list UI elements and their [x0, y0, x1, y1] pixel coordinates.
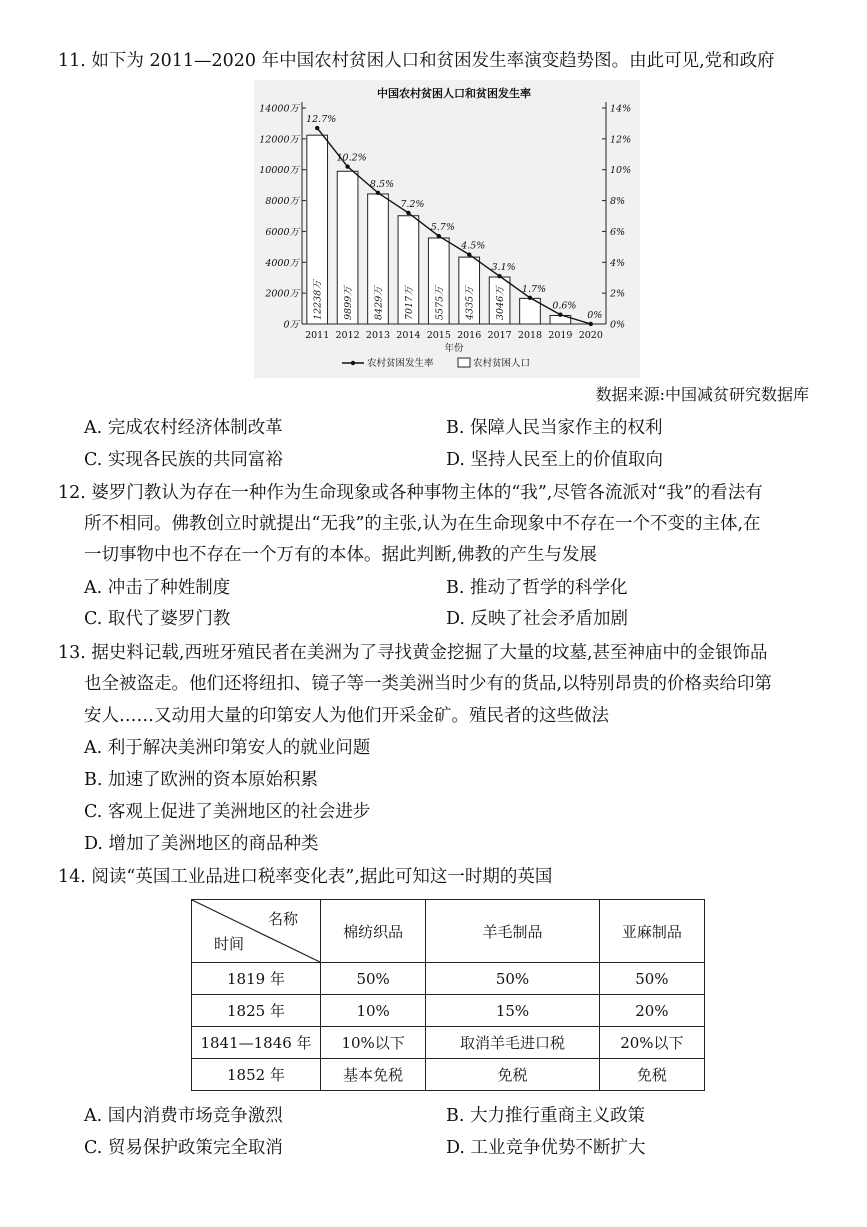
rate-point: [497, 274, 501, 278]
q14-option-b[interactable]: B. 大力推行重商主义政策: [446, 1106, 645, 1126]
corner-label-name: 名称: [267, 910, 298, 928]
y-left-tick-label: 8000万: [265, 196, 299, 208]
q14-option-d[interactable]: D. 工业竞争优势不断扩大: [446, 1138, 646, 1158]
q12-option-a[interactable]: A. 冲击了种姓制度: [84, 578, 231, 598]
bar-value-label: 7017万: [403, 286, 415, 320]
x-tick-label: 2015: [426, 330, 451, 341]
q11-option-d[interactable]: D. 坚持人民至上的价值取向: [446, 450, 664, 470]
column-header: 亚麻制品: [599, 900, 704, 963]
x-tick-label: 2019: [548, 330, 573, 341]
legend-label: 农村贫困发生率: [367, 358, 434, 369]
q13-option-d[interactable]: D. 增加了美洲地区的商品种类: [84, 834, 319, 854]
table-cell: 取消羊毛进口税: [426, 1027, 599, 1059]
column-header: 棉纺织品: [321, 900, 426, 963]
q12-option-d[interactable]: D. 反映了社会矛盾加剧: [446, 609, 629, 629]
q12-option-b[interactable]: B. 推动了哲学的科学化: [446, 578, 628, 598]
q13-stem-line-3: 安人……又动用大量的印第安人为他们开采金矿。殖民者的这些做法: [84, 706, 609, 726]
y-right-tick-label: 8%: [610, 196, 626, 208]
table-cell: 15%: [426, 995, 599, 1027]
y-left-tick-label: 0万: [283, 319, 299, 331]
rate-value-label: 4.5%: [461, 240, 486, 252]
row-time: 1819 年: [192, 963, 321, 995]
q13-stem-line-2: 也全被盗走。他们还将纽扣、镜子等一类美洲当时少有的货品,以特别昂贵的价格卖给印第: [84, 674, 773, 694]
x-tick-label: 2013: [365, 330, 391, 341]
q11-option-b[interactable]: B. 保障人民当家作主的权利: [446, 418, 663, 438]
q13-option-c[interactable]: C. 客观上促进了美洲地区的社会进步: [84, 802, 371, 822]
q13-option-b[interactable]: B. 加速了欧洲的资本原始积累: [84, 770, 318, 790]
y-left-tick-label: 10000万: [259, 165, 299, 177]
rate-point: [376, 191, 380, 195]
rate-point: [437, 234, 441, 238]
y-right-tick-label: 6%: [610, 226, 626, 238]
table-row: [192, 1027, 705, 1059]
table-row: [192, 995, 705, 1027]
corner-label-time: 时间: [214, 935, 245, 953]
q12-stem-line-3: 一切事物中也不存在一个万有的本体。据此判断,佛教的产生与发展: [84, 545, 598, 565]
y-right-tick-label: 14%: [610, 103, 632, 115]
x-tick-label: 2020: [578, 330, 603, 341]
rate-point: [589, 322, 593, 326]
data-source: 数据来源:中国减贫研究数据库: [595, 385, 809, 404]
table-cell: 免税: [599, 1059, 704, 1091]
rate-value-label: 12.7%: [306, 114, 337, 126]
rate-point: [467, 252, 471, 256]
bar-value-label: 9899万: [343, 286, 355, 320]
x-tick-label: 2017: [487, 330, 512, 341]
x-tick-label: 2016: [457, 330, 482, 341]
x-axis-title: 年份: [444, 343, 464, 354]
q14-option-a[interactable]: A. 国内消费市场竞争激烈: [84, 1106, 283, 1126]
x-tick-label: 2011: [305, 330, 330, 341]
y-right-tick-label: 4%: [610, 257, 626, 269]
y-right-tick-label: 0%: [610, 319, 626, 331]
y-left-tick-label: 4000万: [265, 257, 299, 269]
bar-value-label: 12238万: [312, 280, 324, 320]
table-cell: 10%以下: [321, 1027, 426, 1059]
rate-point: [558, 313, 562, 317]
rate-point: [345, 164, 349, 168]
q12-stem-line-2: 所不相同。佛教创立时就提出“无我”的主张,认为在生命现象中不存在一个不变的主体,在: [84, 514, 761, 534]
legend-bar-swatch: [458, 358, 470, 367]
y-right-tick-label: 2%: [610, 288, 626, 300]
q11-option-a[interactable]: A. 完成农村经济体制改革: [84, 418, 283, 438]
y-left-tick-label: 12000万: [259, 134, 299, 146]
q14-option-c[interactable]: C. 贸易保护政策完全取消: [84, 1138, 283, 1158]
chart-title: 中国农村贫困人口和贫困发生率: [377, 87, 531, 100]
y-right-tick-label: 10%: [610, 165, 632, 177]
y-right-tick-label: 12%: [610, 134, 632, 146]
bar-value-label: 3046万: [495, 286, 507, 320]
chart-svg: [254, 80, 640, 378]
table-cell: 20%以下: [599, 1027, 704, 1059]
rate-point: [406, 211, 410, 215]
table-row: [192, 1059, 705, 1091]
y-left-tick-label: 2000万: [265, 288, 299, 300]
rate-value-label: 0.6%: [552, 300, 577, 312]
legend-line-marker: [351, 361, 355, 365]
q13-option-a[interactable]: A. 利于解决美洲印第安人的就业问题: [84, 738, 371, 758]
q13-stem-line-1: 13. 据史料记载,西班牙殖民者在美洲为了寻找黄金挖掘了大量的坟墓,甚至神庙中的金银饰品: [58, 643, 768, 663]
q11-option-c[interactable]: C. 实现各民族的共同富裕: [84, 450, 283, 470]
q14-stem: 14. 阅读“英国工业品进口税率变化表”,据此可知这一时期的英国: [58, 867, 553, 887]
rate-value-label: 1.7%: [521, 283, 547, 295]
table-cell: 50%: [321, 963, 426, 995]
tariff-table: [191, 899, 705, 1091]
q12-stem-line-1: 12. 婆罗门教认为存在一种作为生命现象或各种事物主体的“我”,尽管各流派对“我”的看法有: [58, 483, 763, 503]
rate-value-label: 10.2%: [336, 152, 367, 164]
rate-value-label: 3.1%: [491, 262, 516, 274]
table-row: [192, 963, 705, 995]
x-tick-label: 2018: [517, 330, 543, 341]
row-time: 1852 年: [192, 1059, 321, 1091]
y-left-tick-label: 6000万: [265, 226, 299, 238]
table-cell: 50%: [599, 963, 704, 995]
q11-stem: 11. 如下为 2011—2020 年中国农村贫困人口和贫困发生率演变趋势图。由此可见,党和政府: [58, 51, 775, 71]
rate-value-label: 7.2%: [400, 198, 425, 210]
table-cell: 免税: [426, 1059, 599, 1091]
rate-point: [315, 126, 319, 130]
rate-value-label: 0%: [587, 310, 603, 321]
q12-option-c[interactable]: C. 取代了婆罗门教: [84, 609, 231, 629]
bar-value-label: 4335万: [464, 286, 476, 320]
row-time: 1825 年: [192, 995, 321, 1027]
rate-value-label: 5.7%: [430, 222, 455, 234]
bar-value-label: 5575万: [434, 286, 446, 320]
table-cell: 20%: [599, 995, 704, 1027]
bar-value-label: 8429万: [373, 286, 385, 320]
table-cell: 10%: [321, 995, 426, 1027]
x-tick-label: 2014: [396, 330, 421, 341]
column-header: 羊毛制品: [426, 900, 599, 963]
table-header-row: [192, 900, 705, 963]
diagonal-line: [192, 900, 320, 962]
rate-value-label: 8.5%: [369, 178, 395, 190]
rate-point: [528, 296, 532, 300]
table-corner-cell: [192, 900, 321, 963]
x-tick-label: 2012: [335, 330, 360, 341]
legend-label: 农村贫困人口: [473, 358, 531, 369]
poverty-chart: [254, 80, 640, 378]
table-cell: 基本免税: [321, 1059, 426, 1091]
y-left-tick-label: 14000万: [259, 103, 299, 115]
table-cell: 50%: [426, 963, 599, 995]
row-time: 1841—1846 年: [192, 1027, 321, 1059]
